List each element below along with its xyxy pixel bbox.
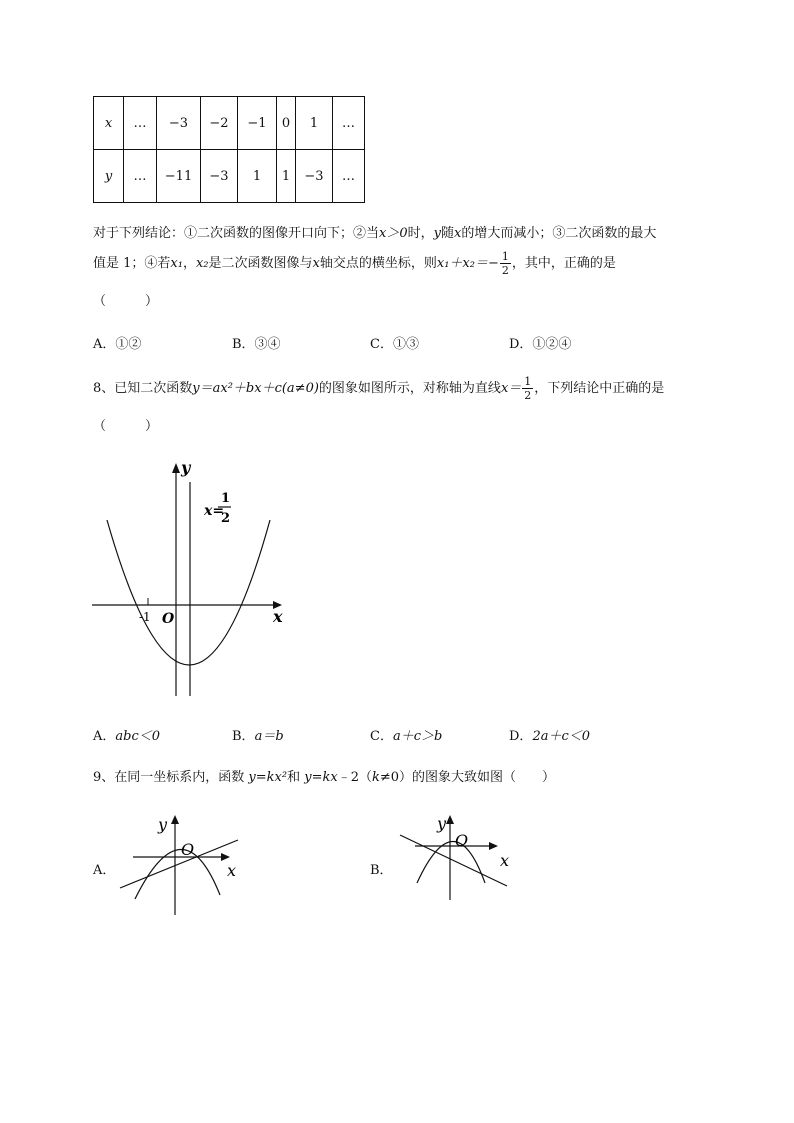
row-label: y	[94, 150, 124, 203]
q8-fraction	[522, 375, 533, 402]
x-axis-arrow	[489, 842, 498, 850]
y-axis-arrow	[172, 463, 180, 473]
q7-text: 是二次函数图像与	[208, 256, 313, 271]
q9-text: 9、在同一坐标系内，函数	[93, 770, 249, 785]
table-cell: 0	[277, 97, 296, 150]
q8-text: 的图象如图所示，对称轴为直线	[318, 381, 501, 396]
fraction-denominator: 2	[501, 264, 509, 277]
y-axis-arrow	[446, 815, 454, 824]
table-cell: −11	[157, 150, 201, 203]
q7-text: 时，	[407, 226, 434, 241]
y-axis-label: y	[437, 814, 447, 833]
q7-text: 对于下列结论：①二次函数的图像开口向下；②当	[93, 226, 380, 241]
x-axis-label: x	[273, 607, 283, 626]
q7-text: 值是 1；④若	[93, 256, 171, 271]
q7-math: x₁＋x₂＝−	[436, 256, 499, 271]
symmetry-axis-label: x=	[204, 503, 225, 519]
q7-option-d: D．①②④	[509, 337, 572, 352]
origin-label: O	[162, 611, 175, 627]
q9-text: =	[255, 770, 267, 785]
option-prefix: C．	[370, 729, 393, 744]
q8-math: y＝ax²＋bx＋c(a≠0)	[192, 381, 319, 396]
x-axis-label: x	[227, 861, 237, 880]
q7-math: y	[433, 226, 441, 241]
table-row-x	[94, 97, 365, 150]
fraction-numerator: 1	[221, 491, 231, 506]
q7-math: x₂	[195, 256, 209, 271]
q9-stem	[93, 766, 555, 785]
parabola-curve	[107, 520, 270, 665]
q7-text: ，	[182, 256, 196, 271]
table-cell: 1	[238, 150, 277, 203]
q7-text: 随	[441, 226, 455, 241]
table-cell: −2	[201, 97, 238, 150]
q7-math: x	[312, 256, 320, 271]
q9-math: kx²	[266, 770, 288, 785]
origin-label: O	[181, 840, 195, 859]
q8-text: ，下列结论中正确的是	[534, 381, 665, 396]
q9-graph-b	[395, 810, 515, 910]
q7-math: x₁	[170, 256, 183, 271]
fraction-numerator: 1	[501, 250, 509, 263]
table-cell: …	[333, 150, 365, 203]
q7-stem-line-1	[93, 222, 656, 241]
line-graph	[400, 835, 510, 886]
y-axis-arrow	[171, 815, 179, 824]
table-cell: −3	[157, 97, 201, 150]
q8-option-d	[509, 725, 590, 744]
fraction-numerator: 1	[524, 375, 532, 388]
q9-option-b-label: B．	[370, 863, 393, 878]
q7-option-c: C．①③	[370, 337, 419, 352]
q9-text: 和	[287, 770, 305, 785]
table-cell: …	[124, 97, 157, 150]
origin-label: O	[455, 831, 469, 850]
table-cell: 1	[296, 97, 333, 150]
option-prefix: D．	[509, 729, 533, 744]
q7-fraction	[500, 250, 511, 277]
q8-parabola-graph	[90, 455, 300, 700]
q7-math: x＞0	[379, 226, 408, 241]
q9-math: y	[248, 770, 256, 785]
table-cell: 1	[277, 150, 296, 203]
q7-option-a: A．①②	[93, 337, 142, 352]
table-cell: −3	[201, 150, 238, 203]
q7-math: x	[454, 226, 462, 241]
option-expr: 2a＋c＜0	[532, 729, 591, 744]
table-cell: …	[124, 150, 157, 203]
tick-label: -1	[139, 610, 151, 624]
q9-text: ≠0）的图象大致如图（ ）	[379, 770, 556, 785]
q7-answer-paren: （ ）	[93, 294, 159, 309]
q7-option-b: B．③④	[232, 337, 281, 352]
y-axis-label: y	[158, 815, 168, 834]
table-cell: −3	[296, 150, 333, 203]
q9-math: kx	[322, 770, 338, 785]
xy-value-table	[93, 96, 365, 203]
q9-text: =	[311, 770, 323, 785]
option-expr: a＋c＞b	[392, 729, 443, 744]
q8-math: x＝	[500, 381, 522, 396]
q7-stem-line-2	[93, 250, 616, 277]
q7-text: 的增大而减小；③二次函数的最大	[461, 226, 657, 241]
option-expr: a＝b	[254, 729, 284, 744]
row-label: x	[94, 97, 124, 150]
q9-math: k	[372, 770, 380, 785]
q8-text: 8、已知二次函数	[93, 381, 193, 396]
option-expr: abc＜0	[115, 729, 161, 744]
option-prefix: A．	[93, 729, 116, 744]
table-cell: …	[333, 97, 365, 150]
q8-option-a	[93, 725, 160, 744]
table-row-y	[94, 150, 365, 203]
fraction-denominator: 2	[221, 511, 231, 526]
q8-option-b	[232, 725, 284, 744]
table-cell: −1	[238, 97, 277, 150]
line-graph	[120, 840, 238, 888]
q9-math: y	[304, 770, 312, 785]
q8-answer-paren: （ ）	[93, 419, 159, 434]
q9-graph-a	[115, 810, 255, 920]
y-axis-label: y	[181, 458, 191, 477]
x-axis-arrow	[221, 853, 230, 861]
q9-text: ﹣2（	[337, 770, 372, 785]
q7-text: ，其中，正确的是	[511, 256, 616, 271]
option-prefix: B．	[232, 729, 255, 744]
x-axis-label: x	[500, 851, 510, 870]
q9-option-a-label: A．	[93, 863, 116, 878]
fraction-denominator: 2	[524, 389, 532, 402]
q8-stem	[93, 375, 664, 402]
q7-text: 轴交点的横坐标，则	[319, 256, 437, 271]
q8-option-c	[370, 725, 442, 744]
